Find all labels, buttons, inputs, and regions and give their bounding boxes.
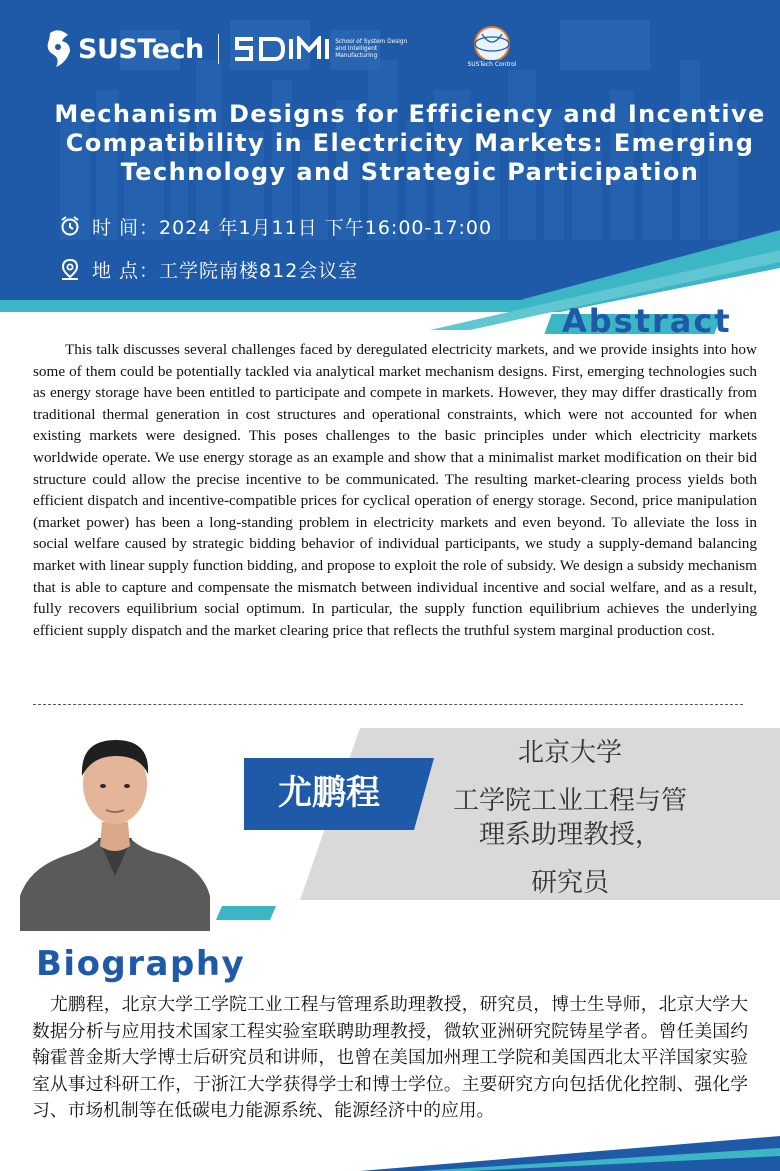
sdim-caption: School of System Design and Intelligent Manufacturing bbox=[335, 38, 408, 59]
speaker-portrait-icon bbox=[20, 726, 210, 931]
control-logo-caption: SUSTech Control bbox=[467, 61, 517, 68]
teal-accent-strip bbox=[216, 906, 276, 920]
abstract-text: This talk discusses several challenges faced by deregulated electricity markets, and we provide insights into how some of them could be potentially tackled via analytical market mechanism designs. First, emerging technologies such as energy storage have been entitled to participate and compete in markets. However, they may differ drastically from traditional thermal generation in cost structures and operational constraints, which were not accounted for when existing markets were designed. This poses challenges to the basic principles under which electricity markets worldwide operate. We use energy storage as an example and show that a minimalist market modification on their bid structure could allow the precise incentive to be communicated. The resulting market-clearing process yields both efficient dispatch and incentive-compatible prices for cyclical operation of energy storage. Second, price manipulation (market power) has been a long-standing problem in electricity markets and even beyond. To alleviate the loss in social welfare caused by strategic bidding behavior of individual participants, we study a supply-demand balancing market with linear supply function bidding, and propose to exploit the role of subsidy. We design a subsidy mechanism that is able to capture and compensate the mismatch between individual incentive and social welfare, and as a result, fully recovers equilibrium social optimum. In particular, the supply function equilibrium achieves the underlying efficient supply dispatch and the market clearing price that reflects the truthful system marginal production cost. bbox=[33, 341, 757, 639]
place-label: 地 点： bbox=[92, 259, 160, 282]
affiliation-line-4: 研究员 bbox=[530, 868, 609, 898]
location-pin-icon bbox=[60, 258, 80, 280]
place-value: 工学院南楼812会议室 bbox=[159, 259, 359, 282]
section-divider bbox=[33, 704, 743, 705]
time-label: 时 间： bbox=[92, 216, 160, 239]
sustech-emblem-icon bbox=[44, 29, 74, 69]
talk-title: Mechanism Designs for Efficiency and Incentive Compatibility in Electricity Markets: Emerging Technology and Strategic Participation bbox=[54, 100, 766, 186]
affiliation-line-3: 理系助理教授， bbox=[478, 820, 661, 850]
time-row bbox=[60, 212, 492, 240]
place-row bbox=[60, 255, 358, 283]
logo-divider bbox=[218, 34, 220, 64]
speaker-name: 尤鹏程 bbox=[278, 773, 380, 813]
alarm-clock-icon bbox=[60, 215, 80, 237]
time-value: 2024 年1月11日 下午16:00-17:00 bbox=[159, 216, 493, 239]
footer-decoration bbox=[0, 1130, 780, 1171]
sdim-wordmark-icon bbox=[233, 36, 331, 62]
header-banner bbox=[0, 0, 780, 330]
speaker-photo bbox=[20, 726, 210, 931]
affiliation-line-1: 北京大学 bbox=[517, 738, 622, 768]
logo-row bbox=[44, 24, 415, 74]
biography-text: 尤鹏程，北京大学工学院工业工程与管理系助理教授，研究员，博士生导师，北京大学大数据分析与应用技术国家工程实验室联聘助理教授，微软亚洲研究院铸星学者。曾任美国约翰霍普金斯大学博士后研究员和讲师，也曾在美国加州理工学院和美国西北太平洋国家实验室从事过科研工作，于浙江大学获得学士和博士学位。主要研究方向包括优化控制、强化学习、市场机制等在低碳电力能源系统、能源经济中的应用。 bbox=[32, 994, 748, 1122]
sdim-logo bbox=[233, 36, 415, 62]
sustech-logo bbox=[44, 29, 204, 69]
abstract-heading: Abstract bbox=[562, 302, 732, 340]
biography-heading: Biography bbox=[36, 944, 246, 984]
affiliation-line-2: 工学院工业工程与管 bbox=[452, 786, 687, 816]
sustech-logo-text: SUSTech bbox=[78, 33, 204, 65]
